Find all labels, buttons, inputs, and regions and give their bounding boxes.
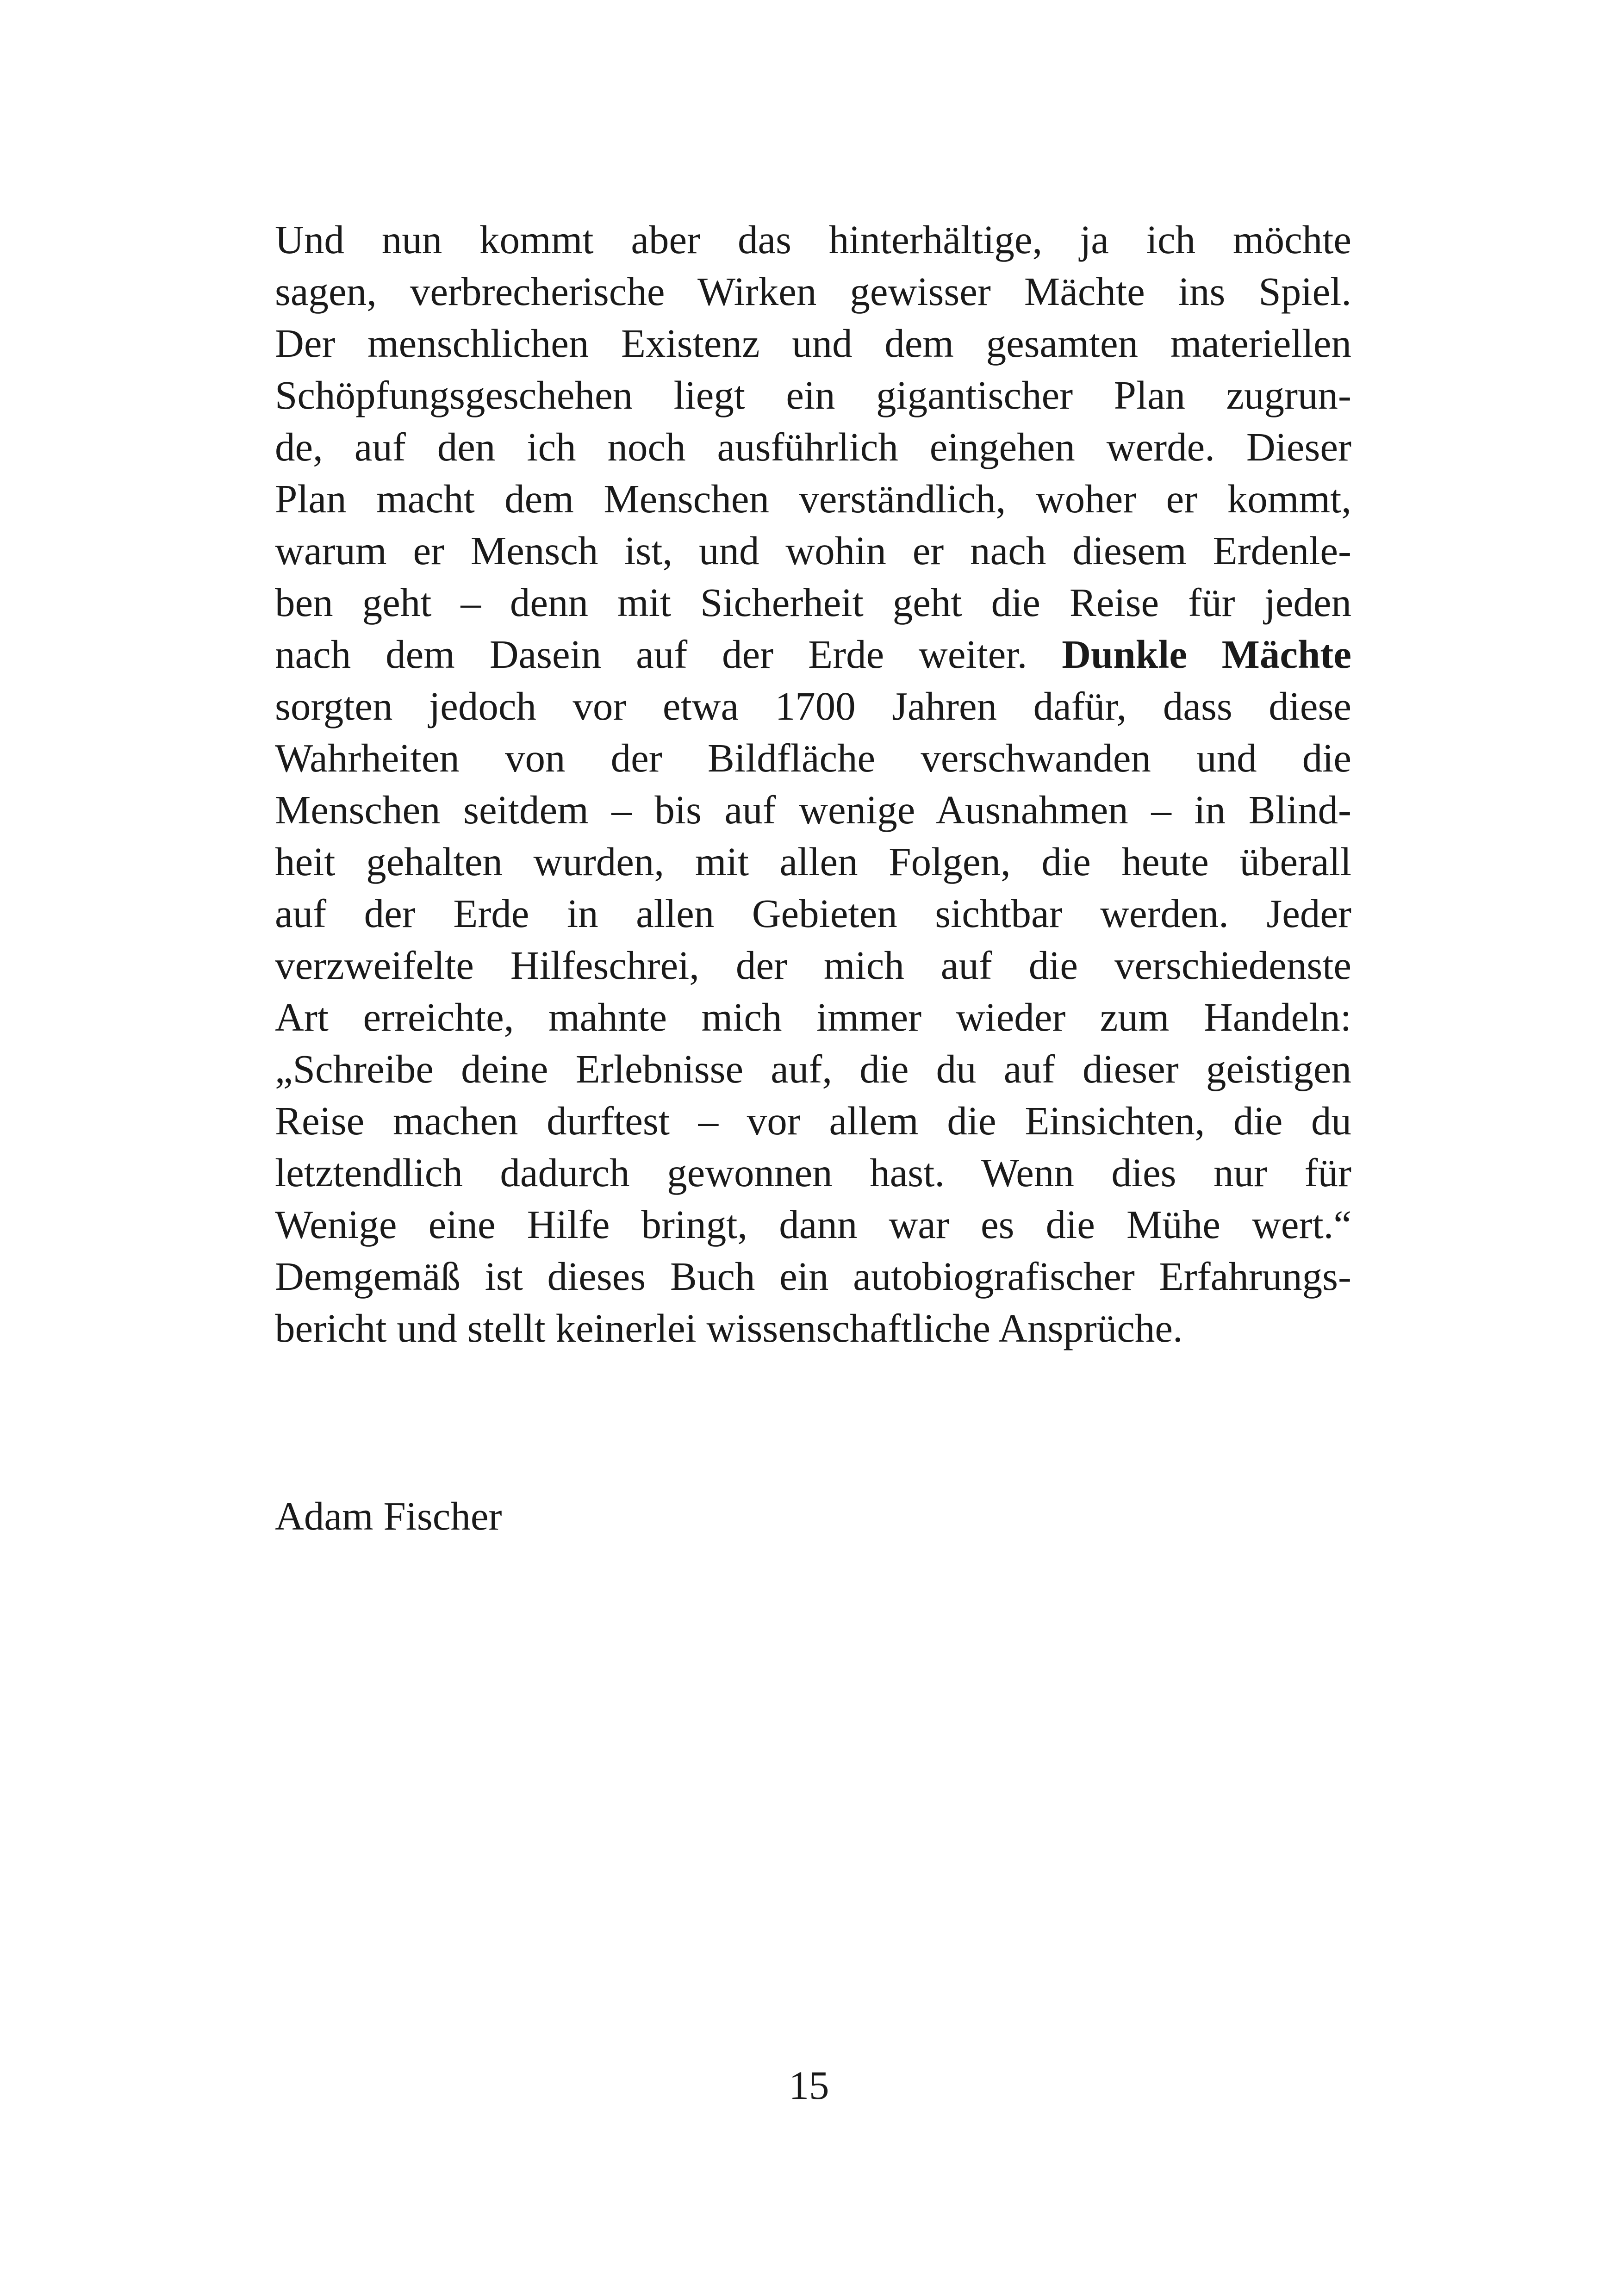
text-line-9-regular: nach dem Dasein auf der Erde weiter.: [275, 632, 1062, 677]
text-line-5: de, auf den ich noch ausführlich eingehen werde. Dieser: [275, 424, 1351, 469]
text-line-19: letztendlich dadurch gewonnen hast. Wenn dies nur für: [275, 1150, 1351, 1195]
text-line-12: Menschen seitdem – bis auf wenige Ausnahmen – in Blind-: [275, 787, 1351, 832]
text-line-13: heit gehalten wurden, mit allen Folgen, die heute überall: [275, 839, 1351, 884]
author-signature: Adam Fischer: [275, 1493, 502, 1538]
text-line-9: [275, 628, 1351, 680]
text-line-16: Art erreichte, mahnte mich immer wieder zum Handeln:: [275, 995, 1351, 1039]
text-line-17: „Schreibe deine Erlebnisse auf, die du auf dieser geistigen: [275, 1046, 1351, 1091]
text-line-15: verzweifelte Hilfeschrei, der mich auf die verschiedenste: [275, 943, 1351, 988]
text-line-1: Und nun kommt aber das hinterhältige, ja ich möchte: [275, 217, 1351, 262]
body-paragraph: [275, 214, 1351, 1354]
text-line-22: bericht und stellt keinerlei wissenschaftliche Ansprüche.: [275, 1306, 1183, 1350]
text-line-2: sagen, verbrecherische Wirken gewisser Mächte ins Spiel.: [275, 269, 1351, 314]
text-line-7: warum er Mensch ist, und wohin er nach diesem Erdenle-: [275, 528, 1351, 573]
text-line-4: Schöpfungsgeschehen liegt ein gigantischer Plan zugrun-: [275, 373, 1351, 417]
text-line-3: Der menschlichen Existenz und dem gesamten materiellen: [275, 321, 1351, 366]
text-line-20: Wenige eine Hilfe bringt, dann war es die Mühe wert.“: [275, 1202, 1351, 1247]
text-line-10: sorgten jedoch vor etwa 1700 Jahren dafür, dass diese: [275, 684, 1351, 728]
text-line-8: ben geht – denn mit Sicherheit geht die Reise für jeden: [275, 580, 1351, 625]
text-line-21: Demgemäß ist dieses Buch ein autobiografischer Erfahrungs-: [275, 1254, 1351, 1299]
text-line-14: auf der Erde in allen Gebieten sichtbar werden. Jeder: [275, 891, 1351, 936]
text-line-11: Wahrheiten von der Bildfläche verschwanden und die: [275, 735, 1351, 780]
page-number: 15: [789, 2063, 829, 2108]
text-line-6: Plan macht dem Menschen verständlich, woher er kommt,: [275, 476, 1351, 521]
text-line-18: Reise machen durftest – vor allem die Einsichten, die du: [275, 1098, 1351, 1143]
bold-phrase: Dunkle Mächte: [1062, 632, 1351, 677]
